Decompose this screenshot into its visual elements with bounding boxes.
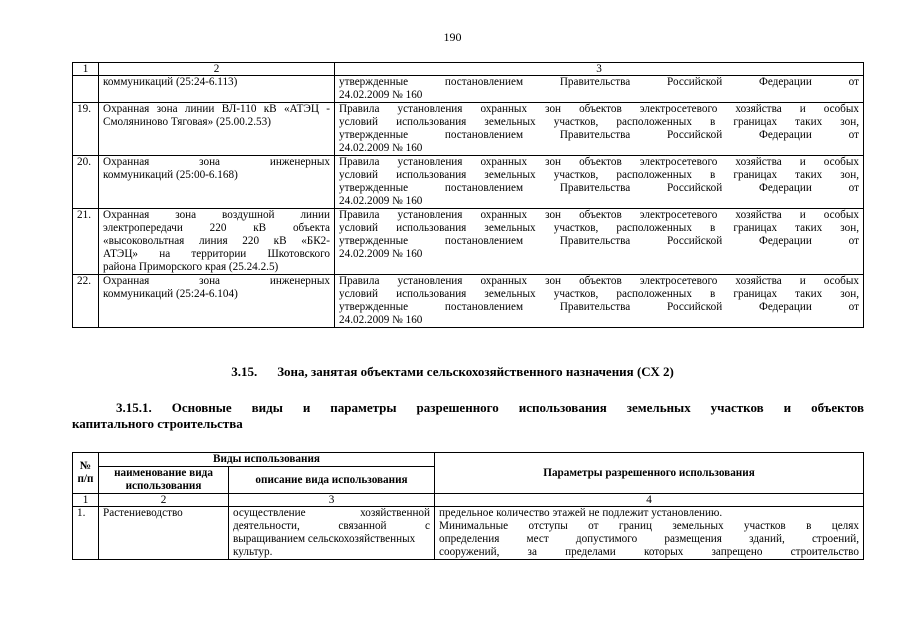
params-line: определения мест допустимого размещения зданий, строений, (439, 533, 859, 545)
rules-line: 24.02.2009 № 160 (339, 89, 423, 101)
rules-line: Правила установления охранных зон объектов электросетевого хозяйства и особых (339, 275, 859, 287)
row-number: 20. (73, 156, 99, 209)
col-number-3: 3 (229, 494, 435, 507)
name-line: «высоковольтная линия 220 кВ «БК2- (103, 235, 330, 247)
rules-line: 24.02.2009 № 160 (339, 314, 423, 326)
rules-line: 24.02.2009 № 160 (339, 142, 423, 154)
params-line: предельное количество этажей не подлежит установлению. (439, 507, 723, 519)
description-line: деятельности, связанной с (233, 520, 431, 532)
header-use-name: наименование вида использования (99, 467, 229, 494)
header-number: № п/п (73, 453, 99, 494)
section-title: Зона, занятая объектами сельскохозяйственного назначения (СХ 2) (277, 364, 674, 379)
col-number-1: 1 (73, 494, 99, 507)
col-number-4: 4 (435, 494, 864, 507)
table-header-row (73, 63, 864, 76)
rules-line: утвержденные постановлением Правительства Российской Федерации от (339, 235, 859, 247)
rules-line: утвержденные постановлением Правительства Российской Федерации от (339, 76, 859, 88)
zone-rules (335, 209, 864, 275)
description-line: выращиванием сельскохозяйственных (233, 533, 416, 545)
description-line: осуществление хозяйственной (233, 507, 431, 519)
subsection-title-line: капитального строительства (72, 416, 243, 431)
use-name: Растениеводство (99, 507, 229, 560)
table-row (73, 275, 864, 328)
name-line: Охранная зона инженерных (103, 156, 330, 168)
name-line: АТЭЦ» на территории Шкотовского (103, 248, 330, 260)
zone-rules (335, 76, 864, 103)
rules-line: условий использования земельных участков, расположенных в границах таких зон, (339, 222, 859, 234)
zone-name (99, 275, 335, 328)
table-row (73, 507, 864, 560)
rules-line: утвержденные постановлением Правительства Российской Федерации от (339, 182, 859, 194)
permitted-use-table (72, 452, 864, 560)
params-line: Минимальные отступы от границ земельных участков в целях (439, 520, 859, 532)
name-line: коммуникаций (25:00-6.168) (103, 169, 238, 181)
name-line: электропередачи 220 кВ объекта (103, 222, 330, 234)
rules-line: Правила установления охранных зон объектов электросетевого хозяйства и особых (339, 156, 859, 168)
rules-line: утвержденные постановлением Правительства Российской Федерации от (339, 301, 859, 313)
rules-line: 24.02.2009 № 160 (339, 195, 423, 207)
page-number: 190 (443, 30, 462, 44)
name-line: Охранная зона инженерных (103, 275, 330, 287)
rules-line: 24.02.2009 № 160 (339, 248, 423, 260)
zone-rules (335, 275, 864, 328)
zone-rules (335, 156, 864, 209)
zone-rules (335, 103, 864, 156)
table-row (73, 103, 864, 156)
table-header-row (73, 453, 864, 467)
name-line: Охранная зона воздушной линии (103, 209, 330, 221)
rules-line: условий использования земельных участков, расположенных в границах таких зон, (339, 288, 859, 300)
name-line: района Приморского края (25.24.2.5) (103, 261, 279, 273)
col-number-1: 1 (73, 63, 99, 76)
zone-name (99, 103, 335, 156)
rules-line: Правила установления охранных зон объектов электросетевого хозяйства и особых (339, 209, 859, 221)
zone-name (99, 209, 335, 275)
protection-zones-table (72, 62, 864, 328)
name-line: Смоляниново Тяговая» (25.00.2.53) (103, 116, 271, 128)
col-number-2: 2 (99, 63, 335, 76)
row-number (73, 76, 99, 103)
table-row (73, 156, 864, 209)
col-number-2: 2 (99, 494, 229, 507)
zone-name: коммуникаций (25:24-6.113) (99, 76, 335, 103)
subsection-title-line: 3.15.1. Основные виды и параметры разрешенного использования земельных участков и объектов (116, 400, 864, 415)
row-number: 1. (73, 507, 99, 560)
table-row (73, 76, 864, 103)
name-line: коммуникаций (25:24-6.104) (103, 288, 238, 300)
description-line: культур. (233, 546, 273, 558)
header-use-types: Виды использования (99, 453, 435, 467)
subsection-heading (72, 400, 864, 432)
rules-line: условий использования земельных участков, расположенных в границах таких зон, (339, 169, 859, 181)
rules-line: утвержденные постановлением Правительства Российской Федерации от (339, 129, 859, 141)
section-heading (0, 364, 905, 380)
rules-line: условий использования земельных участков, расположенных в границах таких зон, (339, 116, 859, 128)
rules-line: Правила установления охранных зон объектов электросетевого хозяйства и особых (339, 103, 859, 115)
name-line: Охранная зона линии ВЛ-110 кВ «АТЭЦ - (103, 103, 330, 115)
row-number: 22. (73, 275, 99, 328)
section-number: 3.15. (231, 364, 258, 379)
table-number-row (73, 494, 864, 507)
row-number: 21. (73, 209, 99, 275)
col-number-3: 3 (335, 63, 864, 76)
zone-name (99, 156, 335, 209)
params-line: сооружений, за пределами которых запрещено строительство (439, 546, 859, 558)
use-params (435, 507, 864, 560)
use-description (229, 507, 435, 560)
header-use-description: описание вида использования (229, 467, 435, 494)
table-row (73, 209, 864, 275)
header-params: Параметры разрешенного использования (435, 453, 864, 494)
row-number: 19. (73, 103, 99, 156)
